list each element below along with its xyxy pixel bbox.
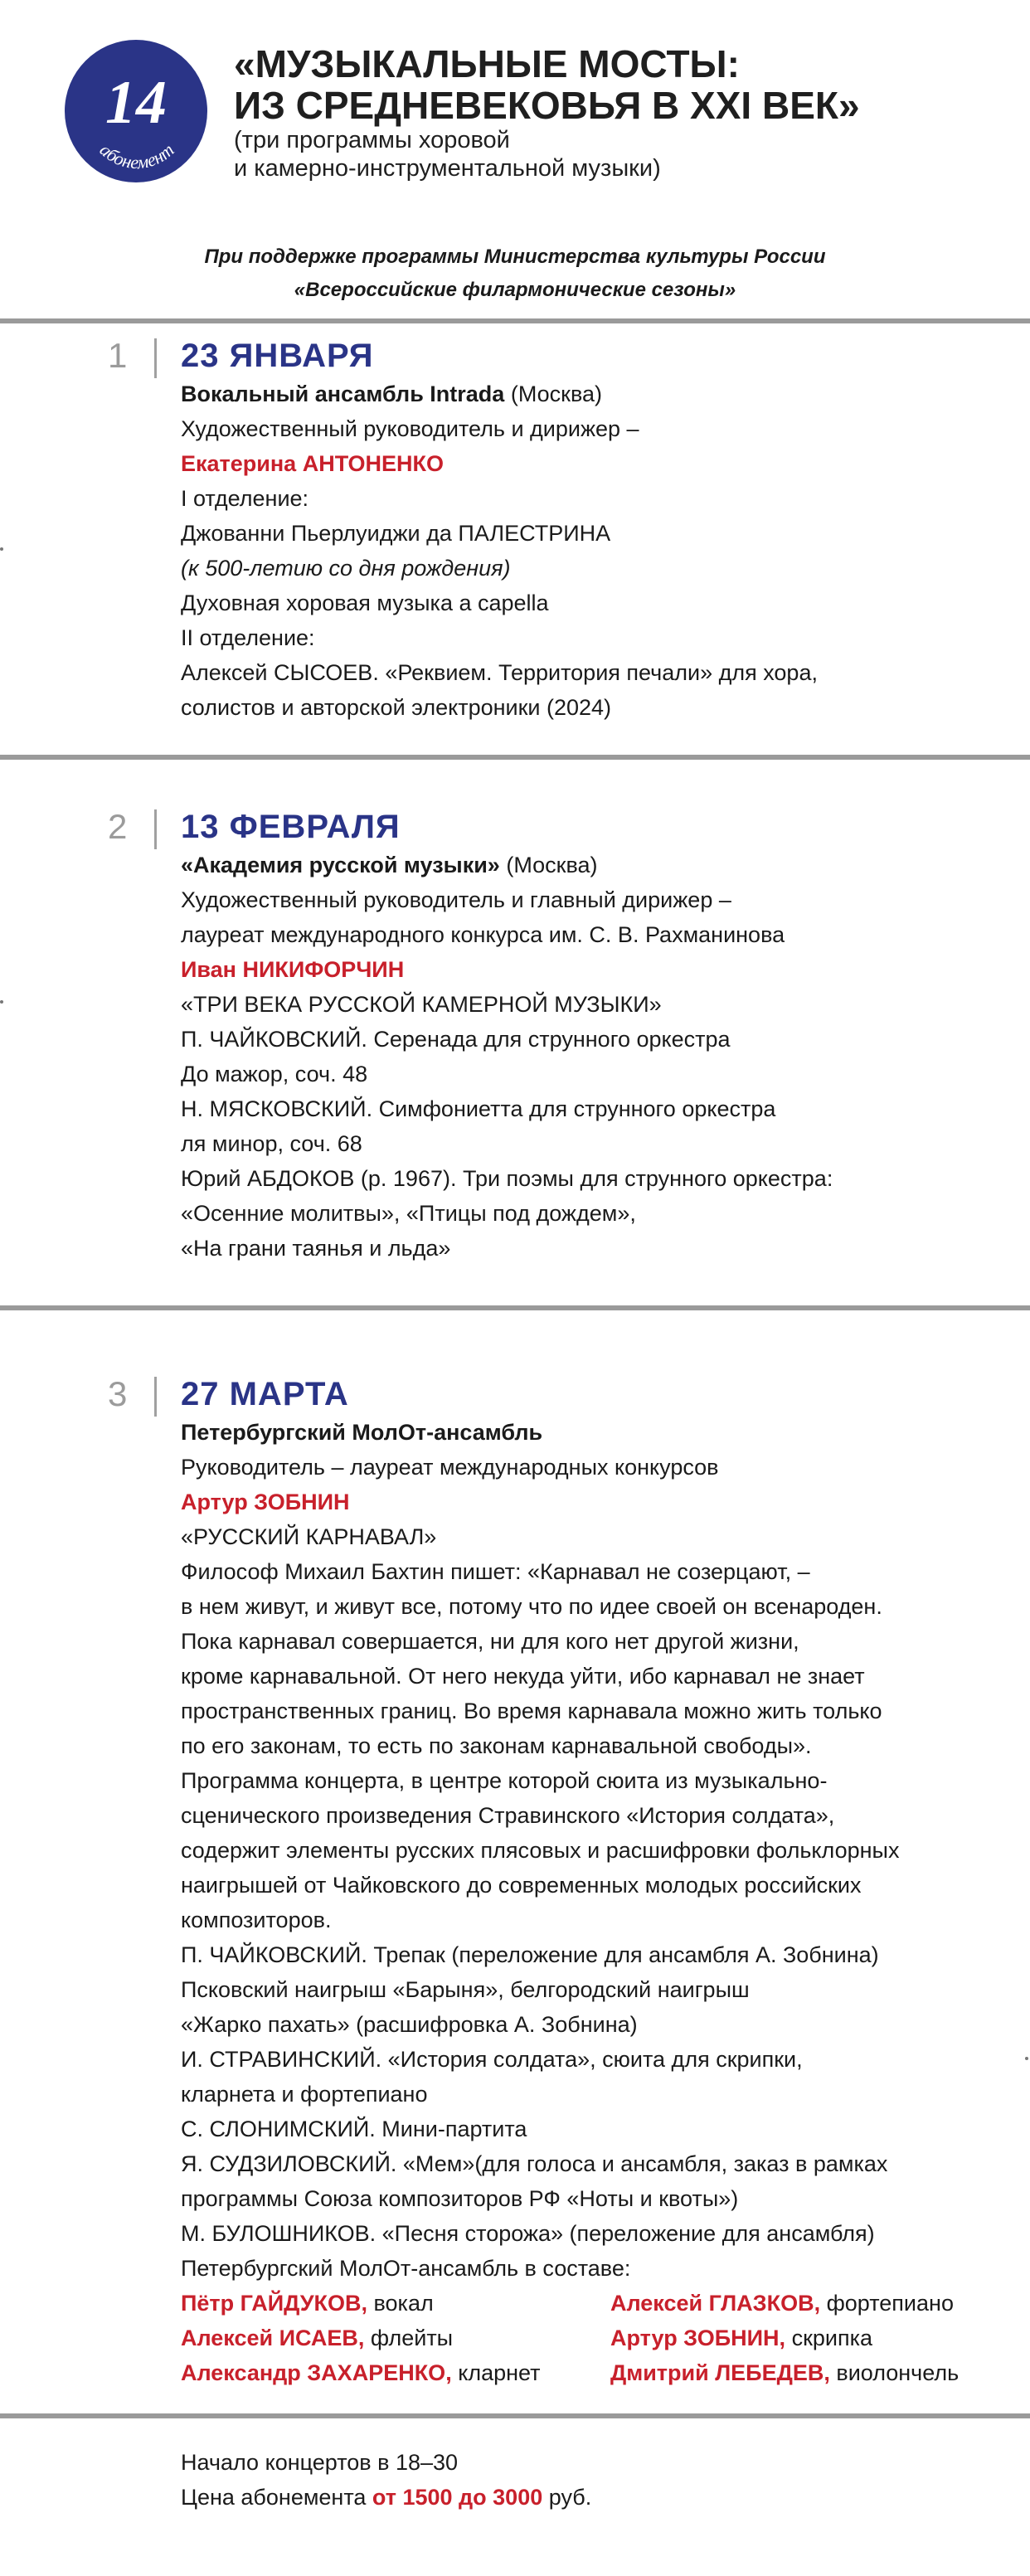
program-line: солистов и авторской электроники (2024) (181, 695, 612, 720)
cast-member: Алексей ИСАЕВ, флейты (181, 2326, 454, 2350)
page-subtitle-line: и камерно-инструментальной музыки) (234, 155, 661, 182)
program-line: I отделение: (181, 486, 309, 511)
concert-date: 23 ЯНВАРЯ (181, 338, 374, 374)
concert-number: 2 (108, 807, 129, 846)
ensemble-line (181, 1415, 1010, 1450)
divider (0, 318, 1030, 323)
footer (181, 2445, 1010, 2515)
program-line: «На грани таянья и льда» (181, 1236, 451, 1261)
divider (0, 2413, 1030, 2418)
number-separator (154, 1377, 157, 1417)
divider (0, 755, 1030, 760)
header (234, 43, 980, 182)
ensemble-name: Вокальный ансамбль Intrada (181, 382, 505, 406)
cast-row (181, 2355, 1010, 2390)
program-line: Философ Михаил Бахтин пишет: «Карнавал не созерцают, – (181, 1559, 810, 1584)
divider (0, 1305, 1030, 1310)
concert-number: 3 (108, 1374, 129, 1413)
concert-number: 1 (108, 336, 129, 375)
program-line: кларнета и фортепиано (181, 2082, 428, 2107)
program-line: И. СТРАВИНСКИЙ. «История солдата», сюита для скрипки, (181, 2047, 803, 2072)
ensemble-city: (Москва) (499, 853, 598, 877)
page-title-line: «МУЗЫКАЛЬНЫЕ МОСТЫ: (234, 42, 740, 85)
program-line: ля минор, соч. 68 (181, 1131, 362, 1156)
start-time: Начало концертов в 18–30 (181, 2450, 459, 2475)
price-range: от 1500 до 3000 (372, 2485, 543, 2510)
program-line: наигрышей от Чайковского до современных молодых российских (181, 1873, 862, 1898)
ensemble-name: Петербургский МолОт-ансамбль (181, 1420, 543, 1445)
support-note (0, 241, 1030, 307)
support-line: «Всероссийские филармонические сезоны» (294, 279, 736, 301)
program-line: программы Союза композиторов РФ «Ноты и квоты») (181, 2186, 739, 2211)
program-line: в нем живут, и живут все, потому что по идее своей он всенароден. (181, 1594, 882, 1619)
concert-date: 13 ФЕВРАЛЯ (181, 809, 401, 845)
program-line: Алексей СЫСОЕВ. «Реквием. Территория печали» для хора, (181, 660, 818, 685)
program-line: «РУССКИЙ КАРНАВАЛ» (181, 1524, 437, 1549)
program-line: Руководитель – лауреат международных конкурсов (181, 1455, 719, 1480)
page-subtitle-line: (три программы хоровой (234, 127, 510, 153)
program-line: Художественный руководитель и дирижер – (181, 416, 639, 441)
program-line: С. СЛОНИМСКИЙ. Мини-партита (181, 2117, 527, 2141)
program-line: II отделение: (181, 625, 315, 650)
program-line: сценического произведения Стравинского «История солдата», (181, 1803, 835, 1828)
program-line: Художественный руководитель и главный дирижер – (181, 887, 731, 912)
program-line: кроме карнавальной. От него некуда уйти, ибо карнавал не знает (181, 1664, 865, 1689)
ensemble-name: «Академия русской музыки» (181, 853, 500, 877)
edge-mark (0, 547, 3, 551)
price-line: Цена абонемента от 1500 до 3000 руб. (181, 2485, 592, 2510)
program-line: пространственных границ. Во время карнавала можно жить только (181, 1699, 882, 1723)
page-title-line: ИЗ СРЕДНЕВЕКОВЬЯ В XXI ВЕК» (234, 84, 860, 127)
program-line: содержит элементы русских плясовых и расшифровки фольклорных (181, 1838, 900, 1863)
program-line: Псковский наигрыш «Барыня», белгородский наигрыш (181, 1977, 750, 2002)
program-line: Пока карнавал совершается, ни для кого нет другой жизни, (181, 1629, 799, 1654)
program-line: Программа концерта, в центре которой сюита из музыкально- (181, 1768, 828, 1793)
support-line: При поддержке программы Министерства культуры России (204, 245, 826, 268)
program-line: «ТРИ ВЕКА РУССКОЙ КАМЕРНОЙ МУЗЫКИ» (181, 992, 662, 1017)
program-line: Я. СУДЗИЛОВСКИЙ. «Мем»(для голоса и ансамбля, заказ в рамках (181, 2151, 888, 2176)
number-separator (154, 338, 157, 378)
cast-member: Алексей ГЛАЗКОВ, фортепиано (610, 2291, 954, 2316)
program-line: Н. МЯСКОВСКИЙ. Симфониетта для струнного оркестра (181, 1096, 776, 1121)
cast-row (181, 2286, 1010, 2321)
program-line: Джованни Пьерлуиджи да ПАЛЕСТРИНА (181, 521, 611, 546)
cast-member: Артур ЗОБНИН, скрипка (610, 2326, 873, 2350)
program-line: Петербургский МолОт-ансамбль в составе: (181, 2256, 631, 2281)
concert-date: 27 МАРТА (181, 1376, 349, 1412)
cast-member: Дмитрий ЛЕБЕДЕВ, виолончель (610, 2360, 960, 2385)
program-line: «Осенние молитвы», «Птицы под дождем», (181, 1201, 636, 1226)
program-line: До мажор, соч. 48 (181, 1062, 368, 1086)
program-line: П. ЧАЙКОВСКИЙ. Серенада для струнного оркестра (181, 1027, 731, 1052)
ensemble-line (181, 848, 1010, 882)
program-line: лауреат международного конкурса им. С. В. Рахманинова (181, 922, 785, 947)
program-line: П. ЧАЙКОВСКИЙ. Трепак (переложение для ансамбля А. Зобнина) (181, 1942, 879, 1967)
conductor-name: Иван НИКИФОРЧИН (181, 957, 405, 982)
program-note: (к 500-летию со дня рождения) (181, 556, 511, 581)
badge-number: 14 (105, 69, 167, 137)
cast-member: Александр ЗАХАРЕНКО, кларнет (181, 2360, 541, 2385)
ensemble-line (181, 377, 1010, 411)
number-separator (154, 809, 157, 849)
conductor-name: Екатерина АНТОНЕНКО (181, 451, 444, 476)
program-line: по его законам, то есть по законам карнавальной свободы». (181, 1733, 812, 1758)
badge-word: абонемент (95, 139, 178, 173)
cast-row (181, 2321, 1010, 2355)
cast-member: Пётр ГАЙДУКОВ, вокал (181, 2291, 434, 2316)
program-line: «Жарко пахать» (расшифровка А. Зобнина) (181, 2012, 638, 2037)
conductor-name: Артур ЗОБНИН (181, 1490, 350, 1514)
program-line: Духовная хоровая музыка a capella (181, 591, 549, 615)
edge-mark (0, 1000, 3, 1004)
ensemble-city: (Москва) (504, 382, 602, 406)
subscription-badge (65, 40, 207, 182)
program-line: М. БУЛОШНИКОВ. «Песня сторожа» (переложение для ансамбля) (181, 2221, 875, 2246)
program-line: композиторов. (181, 1908, 332, 1932)
edge-mark (1025, 2057, 1028, 2060)
program-line: Юрий АБДОКОВ (р. 1967). Три поэмы для струнного оркестра: (181, 1166, 833, 1191)
